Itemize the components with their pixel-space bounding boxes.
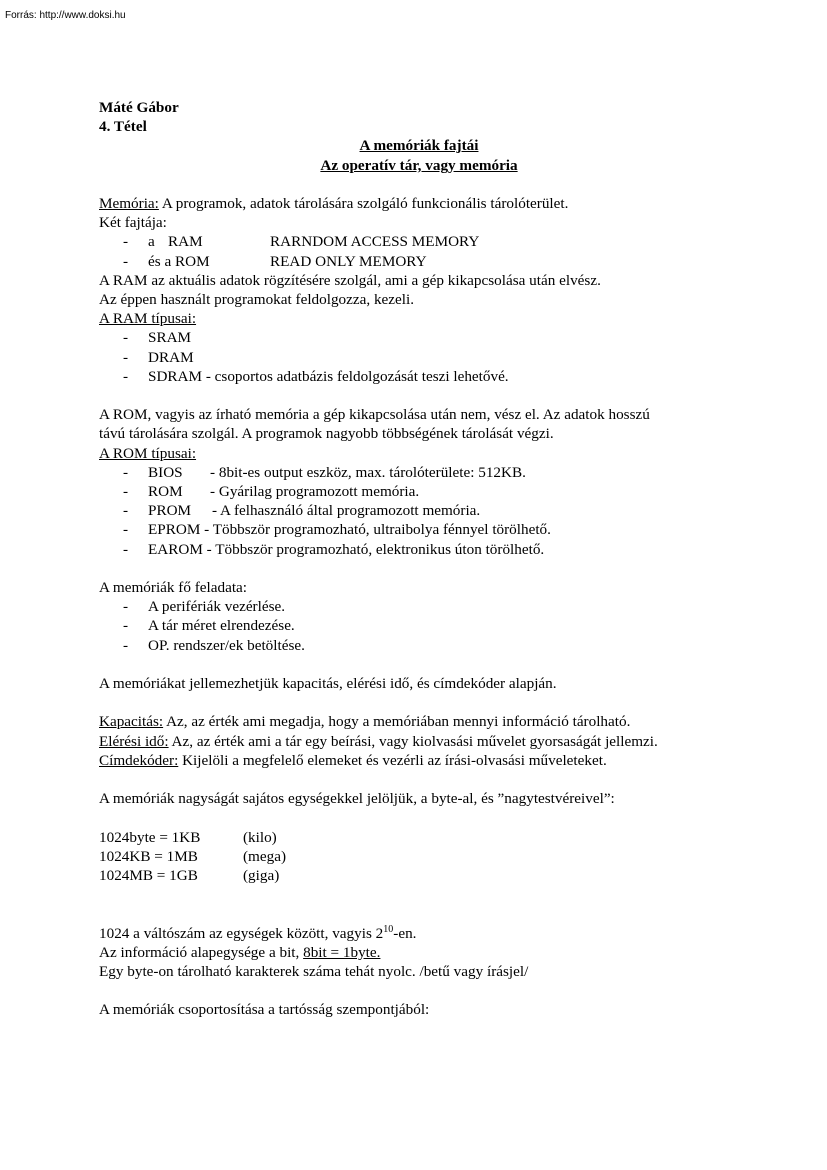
list-item: - A perifériák vezérlése. xyxy=(123,598,286,616)
list-item: - EAROM - Többször programozható, elektronikus úton törölhető. xyxy=(123,540,545,558)
ram-types-heading: A RAM típusai: xyxy=(99,310,197,328)
rom-paragraph-2: távú tárolására szolgál. A programok nagyobb többségének tárolását végzi. xyxy=(99,425,554,443)
source-label: Forrás: http://www.doksi.hu xyxy=(5,10,126,21)
eleresi-ido-definition: Elérési idő: Az, az érték ami a tár egy beírási, vagy kiolvasási művelet gyorsaságát jellemzi. xyxy=(99,732,658,750)
list-item: - és a ROM READ ONLY MEMORY xyxy=(123,252,427,270)
rom-paragraph-1: A ROM, vagyis az írható memória a gép kikapcsolása után nem, vész el. Az adatok hosszú xyxy=(99,406,650,424)
unit-row: 1024MB = 1GB (giga) xyxy=(99,867,280,885)
list-item: - EPROM - Többször programozható, ultraibolya fénnyel törölhető. xyxy=(123,521,551,539)
ram-paragraph-1: A RAM az aktuális adatok rögzítésére szolgál, ami a gép kikapcsolása után elvész. xyxy=(99,271,601,289)
tetel-number: 4. Tétel xyxy=(99,118,147,136)
kapacitas-definition: Kapacitás: Az, az érték ami megadja, hogy a memóriában mennyi információ tárolható. xyxy=(99,713,631,731)
nagysag-paragraph: A memóriák nagyságát sajátos egységekkel jelöljük, a byte-al, és ”nagytestvéreivel”: xyxy=(99,790,615,808)
cimdekoder-definition: Címdekóder: Kijelöli a megfelelő elemeket és vezérli az írási-olvasási műveleteket. xyxy=(99,751,607,769)
jellemzes: A memóriákat jellemezhetjük kapacitás, elérési idő, és címdekóder alapján. xyxy=(99,675,557,693)
ram-paragraph-2: Az éppen használt programokat feldolgozza, kezeli. xyxy=(99,291,414,309)
fo-feladat: A memóriák fő feladata: xyxy=(99,579,248,597)
list-item: - BIOS - 8bit-es output eszköz, max. tárolóterülete: 512KB. xyxy=(123,463,526,481)
list-item: - a RAM RARNDOM ACCESS MEMORY xyxy=(123,233,480,251)
author: Máté Gábor xyxy=(99,99,179,116)
valtoszam-line: 1024 a váltószám az egységek között, vagyis $2^{10}-en$. xyxy=(99,923,417,942)
list-item: - DRAM xyxy=(123,348,194,366)
list-item: - SRAM xyxy=(123,329,192,347)
list-item: - ROM - Gyárilag programozott memória. xyxy=(123,483,420,501)
unit-row: 1024KB = 1MB (mega) xyxy=(99,847,287,865)
rom-types-heading: A ROM típusai: xyxy=(99,444,197,462)
title-sub: Az operatív tár, vagy memória xyxy=(320,156,518,174)
byte-line: Egy byte-on tárolható karakterek száma tehát nyolc. /betű vagy írásjel/ xyxy=(99,963,529,980)
document-body xyxy=(99,98,739,1020)
list-item: - OP. rendszer/ek betöltése. xyxy=(123,636,305,654)
unit-row: 1024byte = 1KB (kilo) xyxy=(99,828,277,846)
list-item: - A tár méret elrendezése. xyxy=(123,617,295,635)
list-item: - PROM - A felhasználó által programozott memória. xyxy=(123,502,481,520)
info-line: Az információ alapegysége a bit, 8bit = 1byte. xyxy=(99,943,381,961)
memoria-definition: Memória: A programok, adatok tárolására szolgáló funkcionális tárolóterület. xyxy=(99,195,569,212)
list-item: - SDRAM - csoportos adatbázis feldolgozását teszi lehetővé. xyxy=(123,367,509,385)
ket-fajtaja: Két fajtája: xyxy=(99,214,167,232)
title-main: A memóriák fajtái xyxy=(359,137,479,155)
csoportositas-line: A memóriák csoportosítása a tartósság szempontjából: xyxy=(99,1001,430,1019)
